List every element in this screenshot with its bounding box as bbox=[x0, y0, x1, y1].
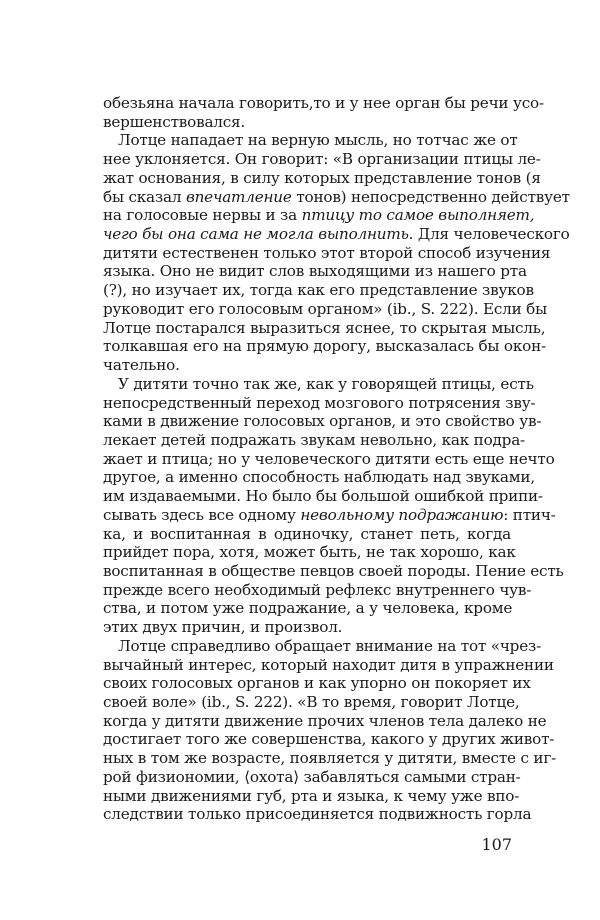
text-segment: (?), но изучает их, тогда как его представление звуков bbox=[103, 281, 534, 300]
text-segment: ства, и потом уже подражание, а у человека, кроме bbox=[103, 599, 513, 618]
text-segment: дитяти естественен только этот второй способ изучения bbox=[103, 243, 551, 262]
text-segment: им издаваемыми. Но было бы большой ошибкой припи- bbox=[103, 487, 543, 506]
text-line bbox=[103, 505, 556, 525]
text-segment: прийдет пора, хотя, может быть, не так хорошо, как bbox=[103, 543, 516, 562]
text-line bbox=[103, 225, 570, 244]
text-segment: достигает того же совершенства, какого у других живот- bbox=[103, 730, 555, 749]
text-segment: своих голосовых органов и как упорно он покоряет их bbox=[103, 674, 531, 693]
text-line bbox=[103, 187, 570, 207]
text-line bbox=[103, 525, 511, 544]
text-segment: ных в том же возрасте, появляется у дитяти, вместе с иг- bbox=[103, 749, 557, 768]
text-line bbox=[103, 487, 543, 506]
text-line bbox=[103, 543, 516, 562]
text-segment: прежде всего необходимый рефлекс внутреннего чув- bbox=[103, 580, 532, 599]
text-segment: своей воле» (ib., S. 222). «В то время, говорит Лотце, bbox=[103, 693, 520, 711]
text-segment: : птич- bbox=[503, 505, 556, 524]
text-segment: сывать здесь все одному bbox=[103, 505, 301, 524]
text-line bbox=[103, 374, 534, 394]
text-segment: воспитанная в обществе певцов своей породы. Пение есть bbox=[103, 561, 564, 580]
text-line bbox=[103, 318, 546, 338]
text-line bbox=[103, 468, 535, 487]
text-line bbox=[103, 618, 511, 637]
text-segment: рой физиономии, ⟨охота⟩ забавляться самыми стран- bbox=[103, 767, 521, 786]
text-segment: этих двух причин, и произвол. bbox=[103, 618, 343, 637]
text-line bbox=[103, 786, 520, 806]
text-segment: на голосовые нервы и за bbox=[103, 206, 302, 225]
body-text bbox=[103, 94, 570, 824]
text-segment: ка, и воспитанная в одиночку, станет петь, когда bbox=[103, 524, 511, 543]
text-line bbox=[103, 393, 536, 413]
text-line bbox=[103, 730, 555, 749]
text-line bbox=[103, 693, 520, 712]
text-line bbox=[103, 580, 532, 600]
text-line bbox=[103, 711, 547, 731]
text-line bbox=[103, 449, 555, 469]
text-segment: Лотце нападает на верную мысль, но тотчас же от bbox=[118, 131, 518, 150]
text-segment: руководит его голосовым органом» (ib., S. 222). Если бы bbox=[103, 299, 548, 318]
text-segment: чательно. bbox=[103, 356, 180, 375]
text-line bbox=[103, 636, 542, 656]
text-segment: вершенствовался. bbox=[103, 112, 246, 131]
text-line bbox=[103, 561, 564, 581]
text-line bbox=[103, 299, 548, 319]
text-segment: Лотце справедливо обращает внимание на тот «чрез- bbox=[118, 636, 542, 655]
text-segment: следствии только присоединяется подвижность горла bbox=[103, 805, 532, 824]
text-segment: лекает детей подражать звукам невольно, как подра- bbox=[103, 430, 525, 449]
text-line bbox=[103, 281, 534, 300]
text-line bbox=[103, 412, 542, 431]
text-segment: У дитяти точно так же, как у говорящей птицы, есть bbox=[118, 374, 534, 393]
text-line bbox=[103, 356, 511, 375]
text-line bbox=[103, 337, 546, 356]
text-segment: вычайный интерес, который находит дитя в упражнении bbox=[103, 655, 554, 674]
text-line bbox=[103, 805, 532, 824]
text-segment: жает и птица; но у человеческого дитяти есть еще нечто bbox=[103, 449, 555, 468]
text-segment: языка. Оно не видит слов выходящими из нашего рта bbox=[103, 262, 527, 281]
text-line bbox=[103, 674, 531, 693]
text-line bbox=[103, 430, 525, 450]
text-segment: нее уклоняется. Он говорит: «В организации птицы ле- bbox=[103, 150, 541, 169]
text-line bbox=[103, 113, 511, 132]
text-segment: непосредственный переход мозгового потрясения зву- bbox=[103, 393, 536, 412]
text-segment: жат основания, в силу которых представление тонов (я bbox=[103, 168, 541, 187]
text-line bbox=[103, 150, 541, 169]
text-segment: ками в движение голосовых органов, и это свойство ув- bbox=[103, 412, 542, 431]
text-segment: когда у дитяти движение прочих членов тела далеко не bbox=[103, 711, 547, 730]
page-number: 107 bbox=[481, 835, 512, 854]
italic-text: впечатление bbox=[185, 187, 292, 206]
italic-text: чего бы она сама не могла выполнить bbox=[103, 225, 409, 244]
text-line bbox=[103, 599, 511, 618]
text-segment: толкавшая его на прямую дорогу, высказалась бы окон- bbox=[103, 337, 546, 356]
italic-text: птицу то самое выполняет, bbox=[301, 206, 535, 225]
text-line bbox=[103, 767, 521, 787]
text-line bbox=[103, 243, 551, 263]
text-line bbox=[103, 94, 544, 113]
text-line bbox=[103, 749, 557, 768]
text-segment: Лотце постарался выразиться яснее, то скрытая мысль, bbox=[103, 318, 546, 337]
text-line bbox=[103, 262, 527, 281]
text-segment: ными движениями губ, рта и языка, к чему уже впо- bbox=[103, 786, 520, 805]
text-segment: другое, а именно способность наблюдать над звуками, bbox=[103, 468, 535, 487]
text-line bbox=[103, 168, 541, 188]
text-segment: тонов) непосредственно действует bbox=[291, 187, 570, 206]
text-segment: обезьяна начала говорить,то и у нее орган бы речи усо- bbox=[103, 94, 544, 112]
text-segment: бы сказал bbox=[103, 187, 186, 206]
text-line bbox=[103, 655, 554, 675]
italic-text: невольному подражанию bbox=[300, 505, 504, 524]
text-line bbox=[103, 206, 535, 225]
text-segment: . Для человеческого bbox=[408, 225, 570, 244]
text-line bbox=[103, 131, 518, 150]
